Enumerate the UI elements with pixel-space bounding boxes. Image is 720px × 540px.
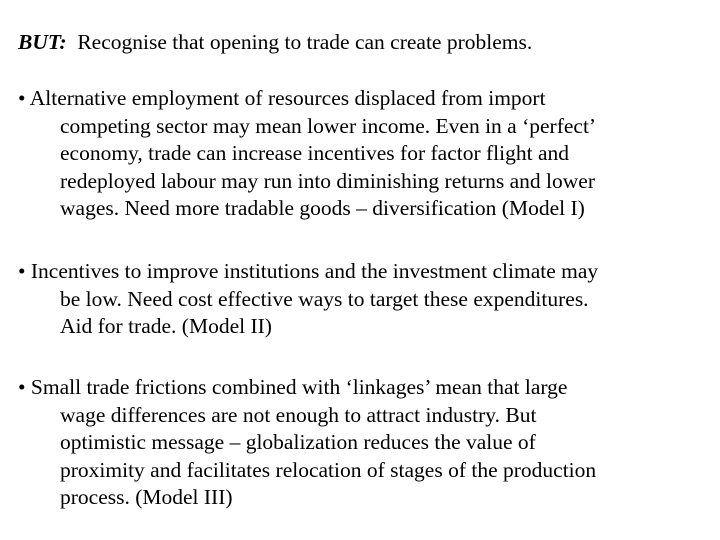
bullet-line: Aid for trade. (Model II) — [60, 314, 272, 338]
bullet-line: process. (Model III) — [60, 485, 233, 509]
heading-lead: BUT: — [18, 30, 67, 54]
bullet-item-3 — [18, 374, 708, 512]
bullet-line: be low. Need cost effective ways to target these expenditures. — [60, 286, 589, 311]
bullet-line: proximity and facilitates relocation of stages of the production — [60, 457, 597, 482]
bullet-line: • Alternative employment of resources displaced from import — [18, 86, 546, 110]
slide-heading — [18, 27, 532, 57]
bullet-line: optimistic message – globalization reduces the value of — [60, 430, 536, 454]
bullet-line: wage differences are not enough to attract industry. But — [60, 402, 537, 427]
bullet-line: wages. Need more tradable goods – diversification (Model I) — [60, 196, 585, 220]
bullet-line: • Small trade frictions combined with ‘linkages’ mean that large — [18, 375, 568, 399]
bullet-item-2 — [18, 258, 708, 341]
bullet-item-1 — [18, 85, 708, 223]
bullet-line: economy, trade can increase incentives for factor flight and — [60, 141, 569, 165]
heading-text: Recognise that opening to trade can create problems. — [77, 30, 533, 54]
bullet-line: • Incentives to improve institutions and the investment climate may — [18, 259, 599, 283]
bullet-line: competing sector may mean lower income. Even in a ‘perfect’ — [60, 113, 597, 138]
bullet-line: redeployed labour may run into diminishing returns and lower — [60, 168, 595, 193]
